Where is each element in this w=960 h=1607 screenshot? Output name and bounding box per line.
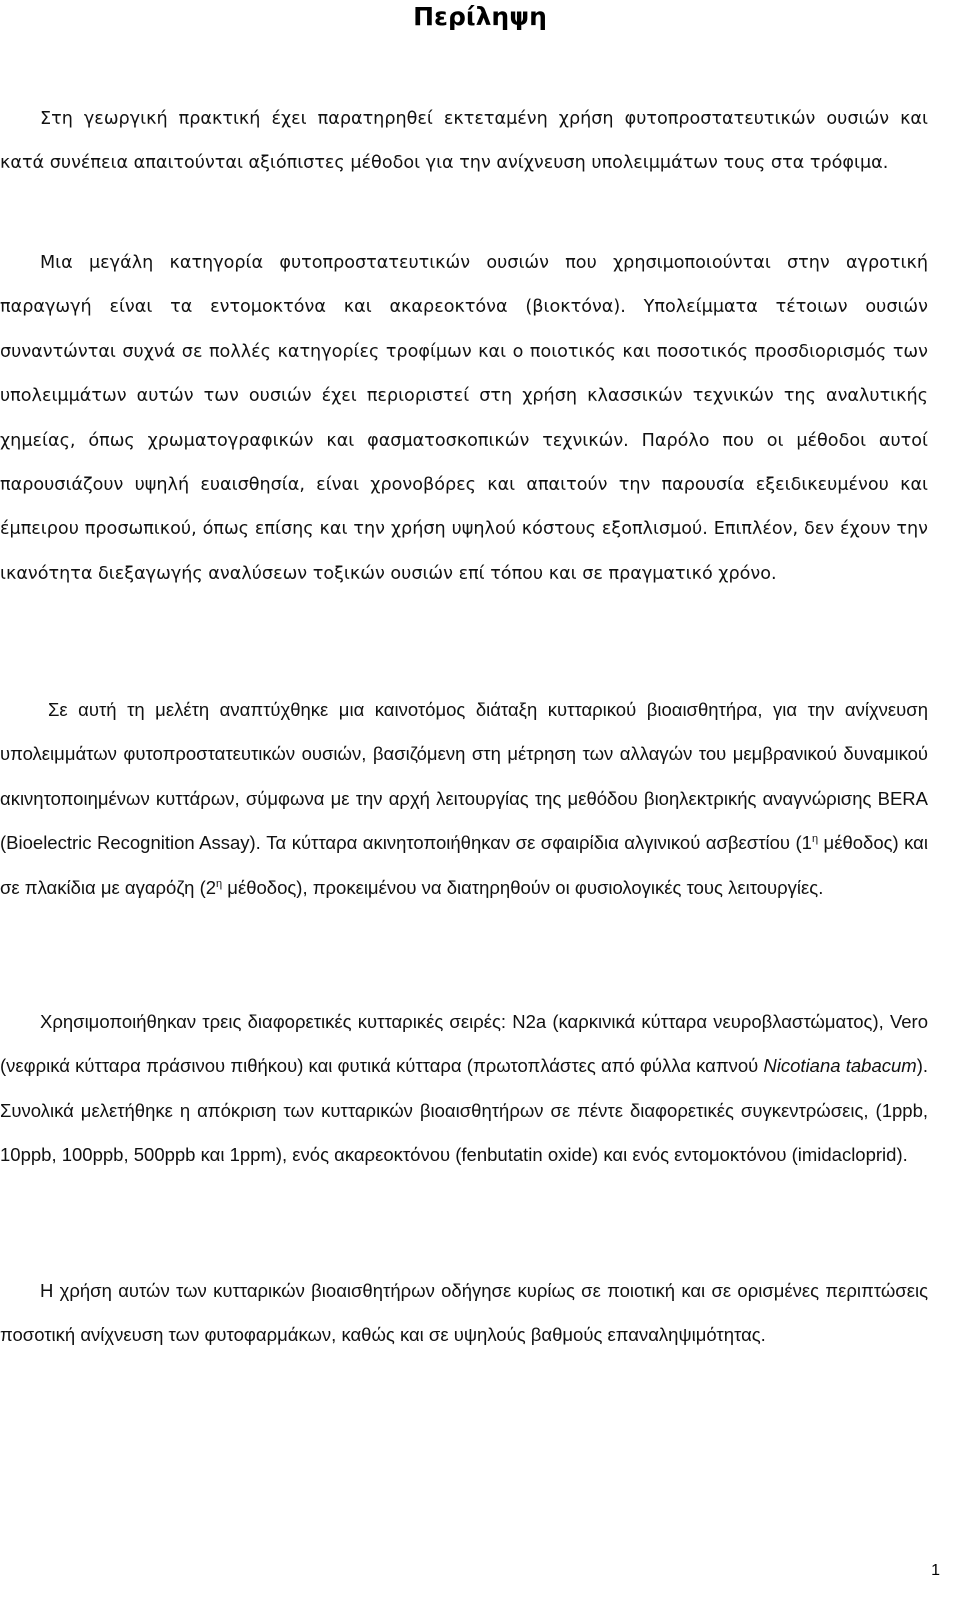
paragraph-cell-lines-text-2: ). Συνολικά μελετήθηκε η απόκριση των κυτταρικών βιοαισθητήρων σε πέντε διαφορετικές συγκεντρώσεις, (1ppb, 10ppb, 100ppb, 500ppb και 1ppm), ενός ακαρεοκτόνου (fenbutatin oxide) και ενός εντομοκτόνου (imidacloprid). (0, 1055, 928, 1166)
paragraph-intro: Στη γεωργική πρακτική έχει παρατηρηθεί εκτεταμένη χρήση φυτοπροστατευτικών ουσιών και κατά συνέπεια απαιτούνται αξιόπιστες μέθοδοι για την ανίχνευση υπολειμμάτων τους στα τρόφιμα. (0, 109, 928, 174)
paragraph-biosensor-text-3: μέθοδος), προκειμένου να διατηρηθούν οι φυσιολογικές τους λειτουργίες. (222, 876, 824, 898)
superscript-2: η (216, 877, 223, 890)
paragraph-biosensor-text-2: μέθοδος) και σε πλακίδια με αγαρόζη (2 (0, 832, 928, 898)
page-number: 1 (931, 1562, 940, 1579)
paragraph-conclusion: Η χρήση αυτών των κυτταρικών βιοαισθητήρων οδήγησε κυρίως σε ποιοτική και σε ορισμένες περιπτώσεις ποσοτική ανίχνευση των φυτοφαρμάκων, καθώς και σε υψηλούς βαθμούς επαναληψιμότητας. (0, 1280, 928, 1346)
paragraph-pesticides: Μια μεγάλη κατηγορία φυτοπροστατευτικών ουσιών που χρησιμοποιούνται στην αγροτική παραγωγή είναι τα εντομοκτόνα και ακαρεοκτόνα (βιοκτόνα). Υπολείμματα τέτοιων ουσιών συναντώνται συχνά σε πολλές κατηγορίες τροφίμων και ο ποιοτικός και ποσοτικός προσδιορισμός των υπολειμμάτων αυτών των ουσιών έχει περιοριστεί στη χρήση κλασσικών τεχνικών της αναλυτικής χημείας, όπως χρωματογραφικών και φασματοσκοπικών τεχνικών. Παρόλο που οι μέθοδοι αυτοί παρουσιάζουν υψηλή ευαισθησία, είναι χρονοβόρες και απαιτούν την παρουσία εξειδικευμένου και έμπειρου προσωπικού, όπως επίσης και την χρήση υψηλού κόστους εξοπλισμού. Επιπλέον, δεν έχουν την ικανότητα διεξαγωγής αναλύσεων τοξικών ουσιών επί τόπου και σε πραγματικό χρόνο. (0, 253, 928, 584)
paragraph-cell-lines (0, 1000, 928, 1178)
paragraph-biosensor (0, 688, 928, 910)
superscript-1: η (811, 833, 819, 846)
page-title: Περίληψη (413, 2, 547, 31)
paragraph-cell-lines-text-1: Χρησιμοποιήθηκαν τρεις διαφορετικές κυτταρικές σειρές: N2a (καρκινικά κύτταρα νευροβλαστώματος), Vero (νεφρικά κύτταρα πράσινου πιθήκου) και φυτικά κύτταρα (πρωτοπλάστες από φύλλα καπνού (0, 1011, 928, 1077)
paragraph-biosensor-text-1: Σε αυτή τη μελέτη αναπτύχθηκε μια καινοτόμος διάταξη κυτταρικού βιοαισθητήρα, για την ανίχνευση υπολειμμάτων φυτοπροστατευτικών ουσιών, βασιζόμενη στη μέτρηση των αλλαγών του μεμβρανικού δυναμικού ακινητοποιημένων κυττάρων, σύμφωνα με την αρχή λειτουργίας της μεθόδου βιοηλεκτρικής αναγνώρισης BERA (Bioelectric Recognition Assay). Τα κύτταρα ακινητοποιήθηκαν σε σφαιρίδια αλγινικού ασβεστίου (1 (0, 699, 928, 854)
species-name: Nicotiana tabacum (763, 1055, 917, 1077)
